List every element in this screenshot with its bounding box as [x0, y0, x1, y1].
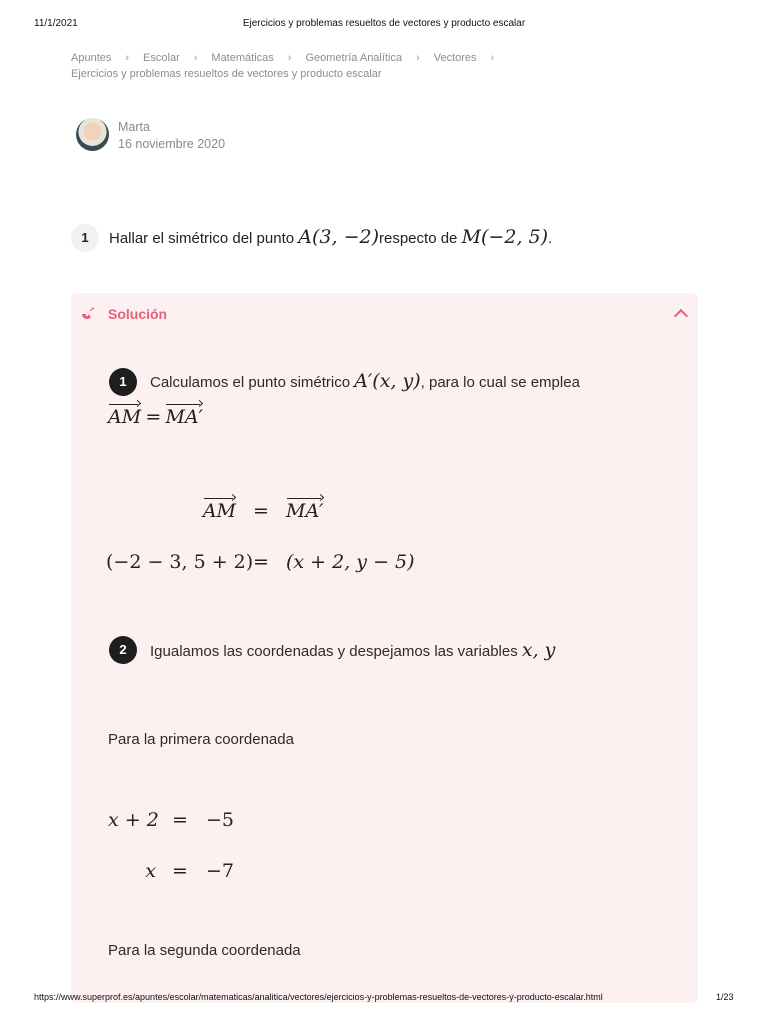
- breadcrumb: [71, 50, 711, 82]
- chevron-right-icon: ›: [193, 52, 198, 64]
- lightbulb-icon: [79, 307, 95, 323]
- breadcrumb-apuntes[interactable]: Apuntes: [71, 52, 112, 64]
- step-2-text: [150, 639, 555, 661]
- equation-lhs: (−2 − 3, 5 + 2): [106, 551, 254, 573]
- vector-ma-prime: MA′: [286, 500, 324, 522]
- breadcrumb-current: Ejercicios y problemas resueltos de vectores y producto escalar: [71, 68, 382, 80]
- step-2-text-before: Igualamos las coordenadas y despejamos las variables: [150, 643, 522, 660]
- breadcrumb-vectores[interactable]: Vectores: [433, 52, 477, 64]
- avatar[interactable]: [76, 118, 109, 151]
- math-variables: x, y: [521, 639, 556, 661]
- breadcrumb-matematicas[interactable]: Matemáticas: [211, 52, 274, 64]
- equation-rhs: −7: [206, 860, 235, 882]
- math-point-a: A(3, −2): [298, 226, 379, 248]
- vector-identity: [108, 406, 203, 428]
- equals-sign: =: [253, 500, 269, 522]
- solution-title: Solución: [108, 306, 168, 322]
- publish-date: 16 noviembre 2020: [118, 137, 226, 151]
- chevron-right-icon: ›: [125, 52, 130, 64]
- equals-sign: =: [145, 406, 162, 428]
- print-footer: [0, 992, 768, 1006]
- chevron-up-icon[interactable]: [674, 309, 688, 323]
- equals-sign: =: [253, 551, 269, 573]
- chevron-right-icon: ›: [287, 52, 292, 64]
- problem-number: 1: [71, 224, 99, 252]
- equation-rhs: (x + 2, y − 5): [286, 551, 415, 573]
- problem-text-middle: respecto de: [379, 230, 462, 247]
- chevron-right-icon: ›: [490, 52, 495, 64]
- breadcrumb-escolar[interactable]: Escolar: [143, 52, 180, 64]
- equation-rhs: [286, 500, 324, 522]
- problem-text-end: .: [548, 230, 553, 247]
- equation-rhs: −5: [206, 809, 235, 831]
- equation-lhs: [100, 500, 236, 522]
- print-title: Ejercicios y problemas resueltos de vectores y producto escalar: [242, 18, 526, 29]
- equation-lhs: x + 2: [108, 809, 159, 831]
- problem-text-before: Hallar el simétrico del punto: [109, 230, 299, 247]
- equals-sign: =: [172, 809, 188, 831]
- step-number-2: 2: [109, 636, 137, 664]
- author-name[interactable]: Marta: [118, 120, 150, 134]
- print-header: [0, 18, 768, 32]
- first-coordinate-label: Para la primera coordenada: [108, 731, 294, 748]
- vector-am: AM: [202, 500, 236, 522]
- page-url: https://www.superprof.es/apuntes/escolar/matematicas/analitica/vectores/ejercicios-y-problemas-resueltos-de-vectores-y-producto-escalar.html: [34, 992, 603, 1002]
- vector-am: AM: [108, 406, 142, 428]
- print-date: 11/1/2021: [34, 18, 78, 29]
- math-point-a-prime: A′(x, y): [354, 370, 421, 392]
- problem-text: [109, 226, 552, 248]
- step-number-1: 1: [109, 368, 137, 396]
- equals-sign: =: [172, 860, 188, 882]
- solution-panel: [71, 293, 698, 1003]
- solution-toggle[interactable]: [79, 305, 690, 327]
- second-coordinate-label: Para la segunda coordenada: [108, 942, 301, 959]
- breadcrumb-geometria-analitica[interactable]: Geometría Analítica: [305, 52, 403, 64]
- step-1-text-before: Calculamos el punto simétrico: [150, 374, 355, 391]
- step-1-text-after: , para lo cual se emplea: [420, 374, 580, 391]
- chevron-right-icon: ›: [416, 52, 420, 64]
- page-counter: 1/23: [716, 992, 734, 1002]
- math-point-m: M(−2, 5): [461, 226, 549, 248]
- equation-lhs: x: [145, 860, 156, 882]
- vector-ma-prime: MA′: [165, 406, 203, 428]
- step-1-text: [150, 370, 580, 392]
